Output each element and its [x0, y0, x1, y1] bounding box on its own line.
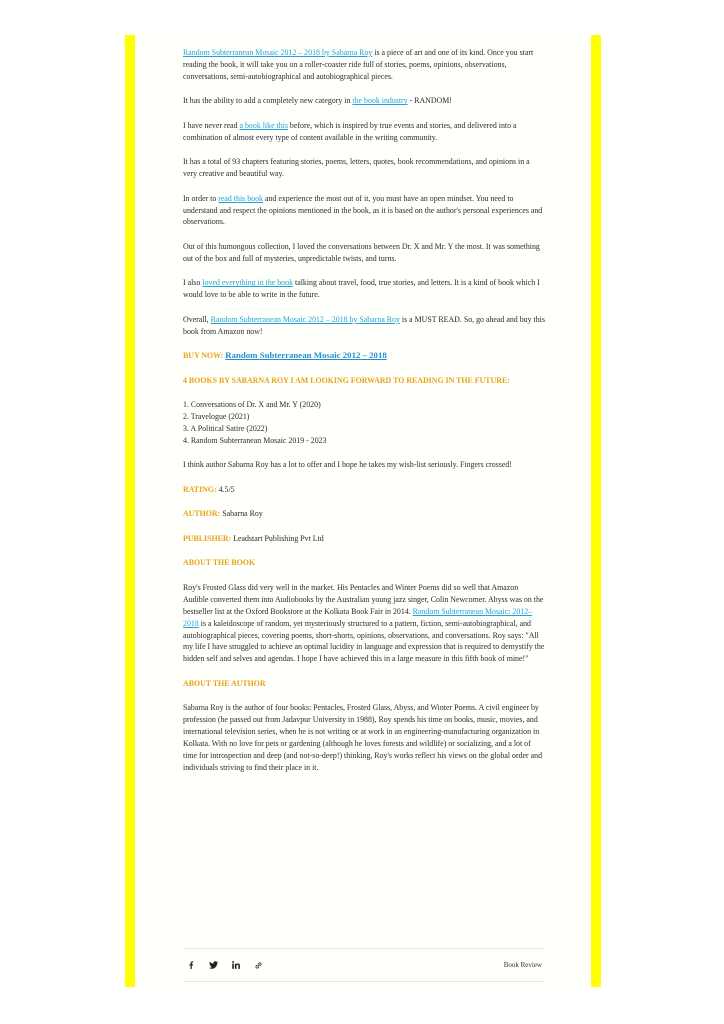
upcoming-books-list: [183, 399, 545, 447]
book-like-this-link[interactable]: a book like this: [239, 120, 288, 130]
buy-now-label: BUY NOW:: [183, 351, 226, 361]
about-author-heading: ABOUT THE AUTHOR: [183, 678, 266, 688]
wish-list-paragraph: I think author Sabarna Roy has a lot to offer and I hope he takes my wish-list seriously. Fingers crossed!: [183, 460, 512, 470]
category-paragraph: It has the ability to add a completely new category in the book industry - RANDOM!: [183, 96, 452, 106]
author-label: AUTHOR:: [183, 509, 221, 519]
about-book-heading: ABOUT THE BOOK: [183, 558, 256, 568]
mindset-paragraph: In order to read this book and experience the most out of it, you must have an open mindset. You need to understand and respect the opinions mentioned in the book, as it is based on the author's personal experiences and observations.: [183, 193, 543, 227]
facebook-icon[interactable]: [187, 961, 195, 969]
publisher-line: [183, 533, 545, 545]
publisher-label: PUBLISHER:: [183, 533, 232, 543]
read-this-book-link[interactable]: read this book: [218, 193, 263, 203]
never-read-paragraph: I have never read a book like this before, which is inspired by true events and stories, and delivered into a combination of almost every type of content available in the writing community.: [183, 120, 517, 142]
overall-book-link[interactable]: Random Subterranean Mosaic 2012 – 2018 by Sabarna Roy: [210, 314, 400, 324]
buy-now-link[interactable]: Random Subterranean Mosaic 2012 – 2018: [225, 350, 387, 361]
book-industry-link[interactable]: the book industry: [352, 96, 408, 106]
author-line: [183, 508, 545, 520]
buy-now-line: [183, 350, 545, 362]
share-bar: [183, 948, 545, 982]
intro-paragraph: Random Subterranean Mosaic 2012 – 2018 by Sabarna Roy is a piece of art and one of its kind. Once you start reading the book, it will take you on a roller-coaster ride full of stories, poems, opinions, observations, conversations, semi-autobiographical and autobiographical pieces.: [183, 48, 534, 81]
overall-paragraph: Overall, Random Subterranean Mosaic 2012 – 2018 by Sabarna Roy is a MUST READ. So, go ahead and buy this book from Amazon now!: [183, 314, 545, 336]
about-book-paragraph: Roy's Frosted Glass did very well in the market. His Pentacles and Winter Poems did so well that Amazon Audible converted them into Audiobooks by the Australian young jazz singer, Colin Newcomer. Abyss was on the bestseller list at the Oxford Bookstore at the Kolkata Book Fair in 2014. Random Subterranean Mosaic: 2012–2018 is a kaleidoscope of random, yet mysteriously structured to a pattern, fiction, semi-autobiographical, and autobiographical pieces, covering poems, short-shorts, opinions, observations, and conversations. Roy says: "All my life I have struggled to achieve an optimal lucidity in language and expression that is required to demystify the hidden self and selves and agendas. I hope I have achieved this in a large measure in this fifth book of mine!": [183, 582, 545, 664]
linkedin-icon[interactable]: [232, 961, 240, 969]
rating-value: 4.5/5: [216, 484, 235, 494]
share-icons: [183, 961, 263, 970]
loved-everything-link[interactable]: loved everything in the book: [202, 278, 294, 288]
about-author-paragraph: Sabarna Roy is the author of four books: Pentacles, Frosted Glass, Abyss, and Winter Poems. A civil engineer by profession (he passed out from Jadavpur University in 1988), Roy spends his time on books, music, movies, and international television series, when he is not writing or at work in an engineering-manufacturing organization in Kolkata. With no love for pets or gardening (although he loves forests and wildlife) or socializing, and a lot of time for introspection and deep (and not-so-deep!) thinking, Roy's works reflect his views on the global order and individuals striving to find their place in it.: [183, 703, 543, 772]
conversations-paragraph: Out of this humongous collection, I loved the conversations between Dr. X and Mr. Y the most. It was something out of the box and full of mysteries, unpredictable twists, and turns.: [183, 241, 540, 263]
book-title-link[interactable]: Random Subterranean Mosaic 2012 – 2018 by Sabarna Roy: [183, 48, 373, 57]
chapters-paragraph: It has a total of 93 chapters featuring stories, poems, letters, quotes, book recommendations, and opinions in a very creative and beautiful way.: [183, 157, 530, 179]
list-item: 1. Conversations of Dr. X and Mr. Y (2020): [183, 400, 321, 410]
post-body: [183, 47, 545, 786]
also-loved-paragraph: I also loved everything in the book talking about travel, food, true stories, and letters. It is a kind of book which I would love to be able to write in the future.: [183, 278, 540, 300]
about-book-link[interactable]: Random Subterranean Mosaic: 2012–2018: [183, 606, 533, 628]
list-item: 2. Travelogue (2021): [183, 412, 250, 422]
looking-forward-heading: 4 BOOKS BY SABARNA ROY I AM LOOKING FORWARD TO READING IN THE FUTURE:: [183, 375, 510, 385]
list-item: 3. A Political Satire (2022): [183, 423, 268, 433]
category-tag-link[interactable]: Book Review: [503, 961, 542, 969]
rating-label: RATING:: [183, 484, 217, 494]
publisher-value: Leadstart Publishing Pvt Ltd: [231, 533, 324, 543]
author-value: Sabarna Roy: [220, 509, 263, 519]
twitter-icon[interactable]: [209, 961, 218, 969]
link-icon[interactable]: [254, 961, 263, 970]
rating-line: [183, 484, 545, 496]
list-item: 4. Random Subterranean Mosaic 2019 - 2023: [183, 435, 327, 445]
